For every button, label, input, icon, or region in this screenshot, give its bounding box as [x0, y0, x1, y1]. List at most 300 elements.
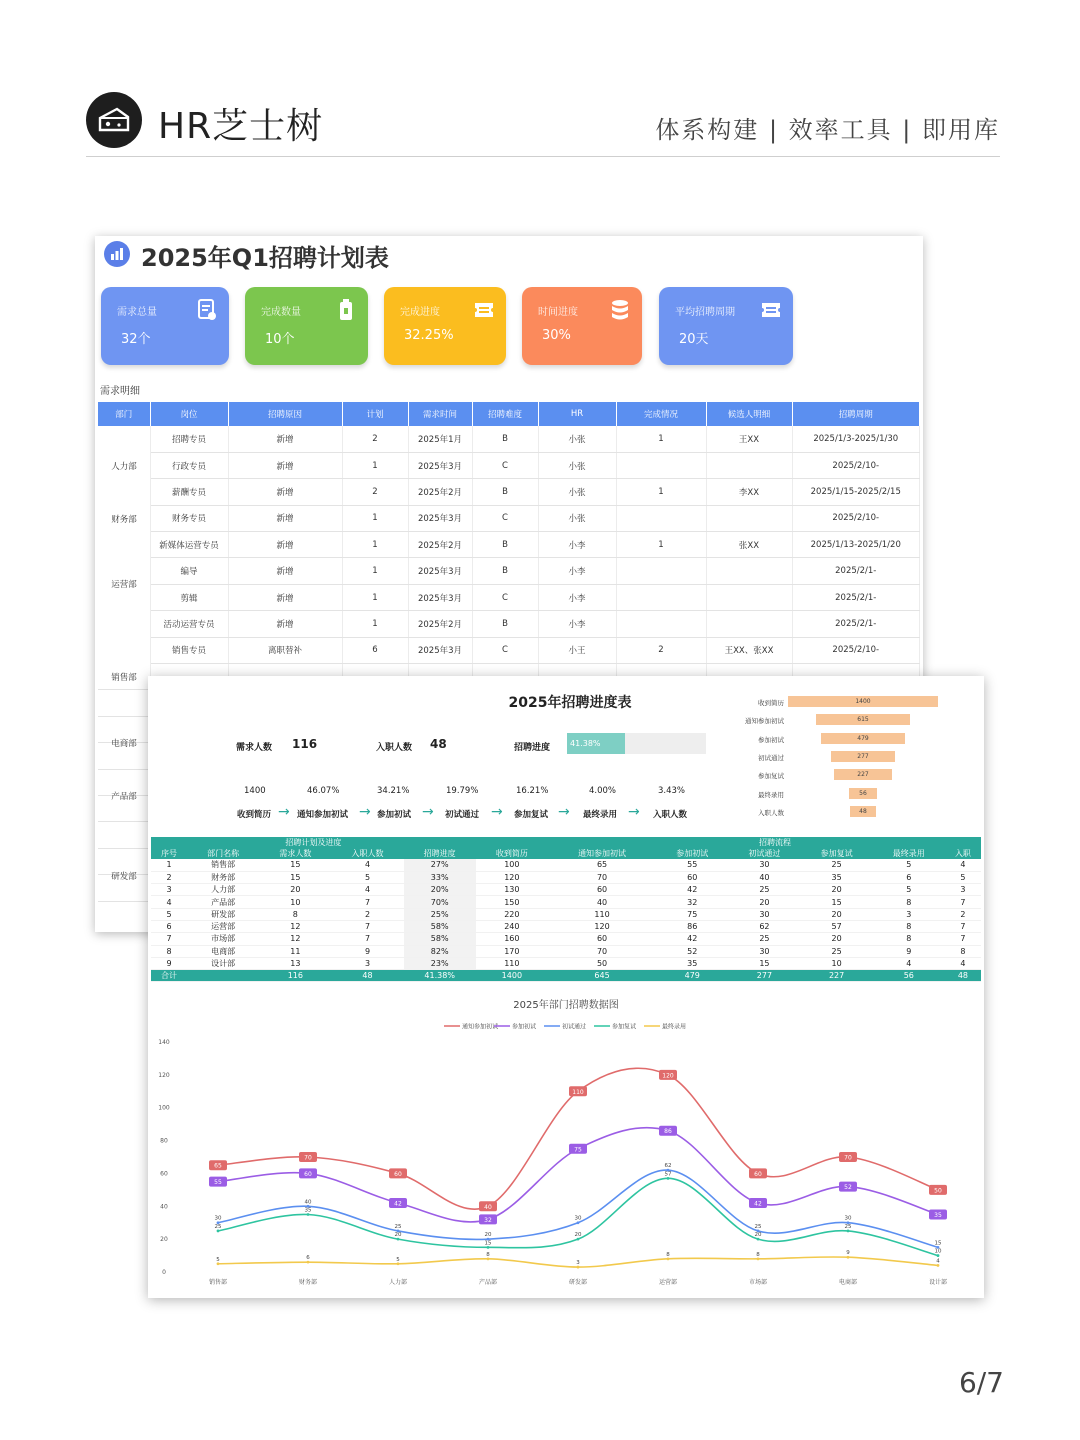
table-cell[interactable] — [706, 611, 792, 637]
table-cell[interactable]: 25% — [404, 908, 476, 920]
table-cell[interactable]: 120 — [548, 920, 656, 932]
x-tick-label: 电商部 — [838, 1279, 858, 1286]
table-cell[interactable]: 70 — [548, 945, 656, 957]
table-cell[interactable]: 新增 — [228, 558, 342, 584]
table-cell[interactable]: 1 — [342, 505, 408, 531]
table-cell[interactable]: 小张 — [538, 505, 616, 531]
column-header[interactable]: 初试通过 — [728, 848, 800, 859]
table-cell[interactable]: 30 — [728, 859, 800, 871]
funnel-label: 入职人数 — [758, 808, 784, 817]
table-cell[interactable]: 2025/2/1- — [792, 611, 920, 637]
table-cell[interactable]: 离职替补 — [228, 637, 342, 663]
table-cell[interactable]: 33% — [404, 871, 476, 883]
x-tick-label: 研发部 — [568, 1279, 588, 1286]
table-cell[interactable]: 1 — [342, 584, 408, 610]
dept-cell — [98, 479, 150, 505]
department-label: 产品部 — [111, 792, 137, 802]
column-header[interactable]: 最终录用 — [873, 848, 945, 859]
table-cell[interactable]: 15 — [259, 871, 331, 883]
table-cell[interactable]: 3 — [331, 957, 403, 969]
table-cell[interactable]: 25 — [728, 933, 800, 945]
table-cell[interactable]: 150 — [476, 896, 548, 908]
table-cell[interactable]: 2 — [342, 426, 408, 452]
table-cell[interactable]: 9 — [151, 957, 187, 969]
column-header[interactable]: 计划 — [342, 402, 408, 426]
data-label: 8 — [486, 1251, 490, 1258]
table-cell[interactable]: 新增 — [228, 505, 342, 531]
table-cell[interactable]: 王XX、张XX — [706, 637, 792, 663]
kpi-value: 32个 — [121, 332, 151, 347]
dept-cell — [98, 426, 150, 452]
table-cell[interactable]: 7 — [945, 896, 981, 908]
table-cell[interactable]: 4 — [331, 859, 403, 871]
table-cell[interactable]: 设计部 — [187, 957, 259, 969]
table-cell[interactable]: B — [472, 532, 538, 558]
table-cell[interactable]: 86 — [656, 920, 728, 932]
table-cell[interactable]: 60 — [656, 871, 728, 883]
data-label: 42 — [754, 1200, 762, 1208]
table-cell[interactable]: 58% — [404, 933, 476, 945]
funnel-label: 参加初试 — [758, 735, 784, 744]
table-cell[interactable]: 3 — [151, 884, 187, 896]
empty-cell — [98, 690, 150, 716]
table-cell[interactable]: 55 — [656, 859, 728, 871]
table-cell[interactable]: 240 — [476, 920, 548, 932]
table-cell[interactable]: 4 — [945, 957, 981, 969]
data-label: 86 — [664, 1128, 672, 1136]
y-tick-label: 80 — [160, 1137, 168, 1145]
data-label: 20 — [574, 1232, 582, 1239]
ticket-icon — [761, 299, 781, 321]
total-cell: 116 — [259, 970, 331, 982]
column-header[interactable]: 部门名称 — [187, 848, 259, 859]
table-cell[interactable]: 产品部 — [187, 896, 259, 908]
table-cell[interactable]: 张XX — [706, 532, 792, 558]
table-cell[interactable]: 5 — [873, 859, 945, 871]
data-point — [667, 1177, 670, 1180]
table-row — [98, 505, 920, 531]
table-cell[interactable]: 30 — [728, 908, 800, 920]
table-cell[interactable]: 8 — [873, 896, 945, 908]
table-cell[interactable]: 7 — [331, 896, 403, 908]
table-cell[interactable]: 120 — [476, 871, 548, 883]
table-cell[interactable]: 2 — [945, 908, 981, 920]
data-label: 15 — [484, 1240, 492, 1247]
table-cell[interactable]: 1 — [342, 558, 408, 584]
progress-bar — [567, 733, 706, 754]
table-cell[interactable]: 5 — [945, 871, 981, 883]
table-cell[interactable]: 剪辑 — [150, 584, 228, 610]
table-cell[interactable]: 7 — [331, 920, 403, 932]
column-header[interactable]: 需求时间 — [408, 402, 472, 426]
table-cell[interactable]: 6 — [342, 637, 408, 663]
table-cell[interactable]: 42 — [656, 933, 728, 945]
table-cell[interactable]: 2025/1/13-2025/1/20 — [792, 532, 920, 558]
data-label: 9 — [846, 1250, 850, 1257]
table-cell[interactable]: 2 — [616, 637, 706, 663]
table-cell[interactable]: 58% — [404, 920, 476, 932]
table-cell[interactable]: 2025/2/10- — [792, 452, 920, 478]
table-cell[interactable]: 人力部 — [187, 884, 259, 896]
table-cell[interactable]: 7 — [151, 933, 187, 945]
data-point — [847, 1230, 850, 1233]
table-cell[interactable]: C — [472, 584, 538, 610]
empty-cell — [98, 822, 150, 848]
column-header[interactable]: 招聘原因 — [228, 402, 342, 426]
table-cell[interactable]: 小王 — [538, 637, 616, 663]
table-cell[interactable]: 13 — [259, 957, 331, 969]
table-cell[interactable]: 王XX — [706, 426, 792, 452]
table-cell[interactable]: 60 — [548, 884, 656, 896]
table-cell[interactable]: 新增 — [228, 452, 342, 478]
department-label: 财务部 — [111, 515, 137, 525]
table-cell[interactable]: C — [472, 505, 538, 531]
table-cell[interactable]: 70% — [404, 896, 476, 908]
table-cell[interactable] — [706, 505, 792, 531]
table-cell[interactable]: 2025年2月 — [408, 611, 472, 637]
table-cell[interactable]: 65 — [548, 859, 656, 871]
table-cell[interactable]: 2025/1/3-2025/1/30 — [792, 426, 920, 452]
table-cell[interactable]: 销售专员 — [150, 637, 228, 663]
table-cell[interactable]: 6 — [873, 871, 945, 883]
table-cell[interactable]: 小李 — [538, 558, 616, 584]
y-tick-label: 0 — [162, 1269, 166, 1276]
stage-label: 参加初试 — [377, 810, 412, 820]
table-cell[interactable]: 100 — [476, 859, 548, 871]
column-header[interactable]: 入职 — [945, 848, 981, 859]
table-cell[interactable]: 2025/2/10- — [792, 637, 920, 663]
header-divider — [86, 156, 1000, 157]
table-cell[interactable]: 27% — [404, 859, 476, 871]
table-cell[interactable]: 11 — [259, 945, 331, 957]
column-header[interactable]: 收到简历 — [476, 848, 548, 859]
table-cell[interactable]: 编导 — [150, 558, 228, 584]
table-cell[interactable]: 30 — [728, 945, 800, 957]
kpi-card — [522, 287, 642, 365]
table-cell[interactable]: 2025年3月 — [408, 584, 472, 610]
department-label: 销售部 — [111, 673, 137, 683]
data-label: 35 — [934, 1212, 942, 1219]
column-header[interactable]: 通知参加初试 — [548, 848, 656, 859]
table-cell[interactable]: 110 — [548, 908, 656, 920]
column-header[interactable]: 候选人明细 — [706, 402, 792, 426]
table-cell[interactable]: 1 — [616, 479, 706, 505]
table-cell[interactable]: 10 — [801, 957, 873, 969]
table-cell[interactable]: 研发部 — [187, 908, 259, 920]
table-cell[interactable]: 5 — [151, 908, 187, 920]
column-header[interactable]: 招聘难度 — [472, 402, 538, 426]
table-cell[interactable]: 财务部 — [187, 871, 259, 883]
table-cell[interactable]: 1 — [616, 426, 706, 452]
table-cell[interactable]: 20% — [404, 884, 476, 896]
table-cell[interactable] — [616, 505, 706, 531]
table-cell[interactable]: 8 — [151, 945, 187, 957]
data-label: 35 — [304, 1207, 312, 1214]
table-cell[interactable]: 8 — [259, 908, 331, 920]
column-header[interactable]: 岗位 — [150, 402, 228, 426]
table-row — [98, 558, 920, 584]
conversion-rate: 4.00% — [589, 786, 617, 796]
table-cell[interactable]: 小张 — [538, 479, 616, 505]
table-cell[interactable]: 9 — [331, 945, 403, 957]
funnel-bar: 615 — [816, 714, 910, 725]
table-cell[interactable]: 小张 — [538, 426, 616, 452]
table-cell[interactable]: 15 — [259, 859, 331, 871]
table-cell[interactable] — [616, 584, 706, 610]
table-cell[interactable]: 行政专员 — [150, 452, 228, 478]
arrow-right-icon: → — [628, 804, 640, 820]
x-tick-label: 销售部 — [208, 1279, 228, 1286]
table-cell[interactable]: 20 — [259, 884, 331, 896]
legend-label: 通知参加初试 — [462, 1023, 499, 1031]
table-cell[interactable]: 1 — [342, 532, 408, 558]
data-label: 25 — [754, 1223, 762, 1230]
data-point — [937, 1254, 940, 1257]
conversion-rate: 46.07% — [307, 786, 340, 796]
data-point — [397, 1238, 400, 1241]
kpi-value: 32.25% — [404, 328, 454, 343]
table-cell[interactable]: 新增 — [228, 532, 342, 558]
table-cell[interactable]: B — [472, 426, 538, 452]
table-cell[interactable]: 2 — [331, 908, 403, 920]
table-cell[interactable]: 110 — [476, 957, 548, 969]
table-cell[interactable]: B — [472, 611, 538, 637]
table-cell[interactable]: 6 — [151, 920, 187, 932]
table-cell[interactable]: 10 — [259, 896, 331, 908]
table-cell[interactable]: 新媒体运营专员 — [150, 532, 228, 558]
table-cell[interactable]: 新增 — [228, 426, 342, 452]
table-cell[interactable]: 销售部 — [187, 859, 259, 871]
table-cell[interactable]: 15 — [728, 957, 800, 969]
table-cell[interactable]: 35 — [656, 957, 728, 969]
table-cell[interactable]: 2025年3月 — [408, 452, 472, 478]
table-cell[interactable]: 2025年1月 — [408, 426, 472, 452]
table-cell[interactable]: 130 — [476, 884, 548, 896]
total-cell: 合计 — [151, 970, 187, 982]
table-cell[interactable]: 新增 — [228, 611, 342, 637]
table-cell[interactable]: 20 — [728, 896, 800, 908]
data-label: 70 — [304, 1154, 312, 1162]
table-cell[interactable]: 20 — [801, 884, 873, 896]
table-cell[interactable]: 新增 — [228, 584, 342, 610]
x-tick-label: 设计部 — [928, 1279, 948, 1286]
table-cell[interactable]: 75 — [656, 908, 728, 920]
column-header[interactable]: 部门 — [98, 402, 150, 426]
table-cell[interactable]: 9 — [873, 945, 945, 957]
funnel-label: 参加复试 — [758, 772, 784, 781]
table-cell[interactable]: 57 — [801, 920, 873, 932]
table-cell[interactable]: 2025年3月 — [408, 558, 472, 584]
table-cell[interactable]: 新增 — [228, 479, 342, 505]
table-cell[interactable]: 40 — [548, 896, 656, 908]
table-cell[interactable]: 50 — [548, 957, 656, 969]
total-cell: 227 — [801, 970, 873, 982]
table-cell[interactable]: 小李 — [538, 584, 616, 610]
table-cell[interactable]: 40 — [728, 871, 800, 883]
data-point — [757, 1257, 760, 1260]
table-cell[interactable] — [706, 452, 792, 478]
table-cell[interactable]: 70 — [548, 871, 656, 883]
group-header: 招聘计划及进度 — [151, 837, 476, 848]
table-cell[interactable]: 1 — [342, 452, 408, 478]
funnel-label: 最终录用 — [758, 790, 784, 799]
table-cell[interactable]: 15 — [801, 896, 873, 908]
table-cell[interactable]: 220 — [476, 908, 548, 920]
table-cell[interactable]: 2025年3月 — [408, 637, 472, 663]
table-cell[interactable]: 4 — [945, 859, 981, 871]
table-cell[interactable]: 7 — [945, 920, 981, 932]
x-tick-label: 运营部 — [658, 1279, 678, 1286]
table-cell[interactable]: 4 — [873, 957, 945, 969]
table-cell[interactable]: 42 — [656, 884, 728, 896]
total-cell: 277 — [728, 970, 800, 982]
arrow-right-icon: → — [359, 804, 371, 820]
data-point — [757, 1238, 760, 1241]
column-header[interactable]: 招聘周期 — [792, 402, 920, 426]
table-cell[interactable]: 小李 — [538, 611, 616, 637]
progress-label: 招聘进度 — [514, 743, 551, 753]
legend-label: 参加复试 — [612, 1023, 637, 1031]
sheet-title: 2025年Q1招聘计划表 — [141, 244, 389, 272]
table-cell[interactable]: 4 — [151, 896, 187, 908]
table-cell[interactable]: 7 — [331, 933, 403, 945]
table-cell[interactable]: 4 — [331, 884, 403, 896]
table-cell[interactable]: 25 — [728, 884, 800, 896]
table-row — [151, 871, 981, 883]
table-cell[interactable] — [616, 452, 706, 478]
conversion-rate: 16.21% — [516, 786, 549, 796]
table-cell[interactable]: 32 — [656, 896, 728, 908]
column-header[interactable]: 完成情况 — [616, 402, 706, 426]
funnel-label: 收到简历 — [758, 699, 784, 707]
column-header[interactable]: 参加初试 — [656, 848, 728, 859]
table-cell[interactable]: 62 — [728, 920, 800, 932]
table-cell[interactable]: 2025年3月 — [408, 505, 472, 531]
table-cell[interactable]: 25 — [801, 859, 873, 871]
table-cell[interactable]: 市场部 — [187, 933, 259, 945]
table-cell[interactable]: 1 — [151, 859, 187, 871]
table-cell[interactable]: 8 — [945, 945, 981, 957]
data-label: 25 — [214, 1223, 222, 1230]
table-cell[interactable]: 170 — [476, 945, 548, 957]
table-cell[interactable]: 8 — [873, 933, 945, 945]
data-label: 5 — [216, 1256, 220, 1263]
total-cell: 1400 — [476, 970, 548, 982]
progress-fill: 41.38% — [567, 733, 625, 754]
table-cell[interactable]: 12 — [259, 920, 331, 932]
data-label: 10 — [934, 1248, 942, 1255]
table-cell[interactable]: 52 — [656, 945, 728, 957]
table-cell[interactable]: 小李 — [538, 532, 616, 558]
table-cell[interactable]: 23% — [404, 957, 476, 969]
data-label: 20 — [394, 1232, 402, 1239]
table-cell[interactable]: 2025/1/15-2025/2/15 — [792, 479, 920, 505]
column-header[interactable]: 需求人数 — [259, 848, 331, 859]
table-cell[interactable]: 5 — [331, 871, 403, 883]
table-cell[interactable]: 3 — [873, 908, 945, 920]
table-cell[interactable]: 20 — [801, 908, 873, 920]
x-tick-label: 产品部 — [478, 1279, 498, 1286]
column-header[interactable]: 入职人数 — [331, 848, 403, 859]
table-cell[interactable]: 1 — [342, 611, 408, 637]
table-cell[interactable] — [616, 558, 706, 584]
table-cell[interactable]: 1 — [616, 532, 706, 558]
table-cell[interactable]: 运营部 — [187, 920, 259, 932]
table-cell[interactable]: 2025/2/1- — [792, 584, 920, 610]
table-cell[interactable]: 7 — [945, 933, 981, 945]
table-cell[interactable]: C — [472, 452, 538, 478]
table-cell[interactable]: 8 — [873, 920, 945, 932]
table-cell[interactable] — [706, 584, 792, 610]
table-row — [98, 637, 920, 663]
table-row — [151, 908, 981, 920]
table-cell[interactable]: B — [472, 558, 538, 584]
funnel-bar: 48 — [850, 806, 876, 817]
total-cell — [187, 970, 259, 982]
table-cell[interactable]: 电商部 — [187, 945, 259, 957]
table-cell[interactable]: 2025年2月 — [408, 532, 472, 558]
table-cell[interactable]: 2 — [342, 479, 408, 505]
header-tagline: 体系构建 | 效率工具 | 即用库 — [655, 116, 1000, 144]
data-point — [487, 1246, 490, 1249]
table-cell[interactable]: 20 — [801, 933, 873, 945]
total-row — [151, 970, 981, 982]
data-label: 15 — [934, 1240, 942, 1247]
table-cell[interactable]: 2 — [151, 871, 187, 883]
table-row — [151, 933, 981, 945]
data-label: 120 — [662, 1072, 674, 1080]
table-cell[interactable]: 35 — [801, 871, 873, 883]
table-cell[interactable]: 2025年2月 — [408, 479, 472, 505]
department-line-chart — [148, 992, 984, 1298]
table-cell[interactable]: 薪酬专员 — [150, 479, 228, 505]
data-label: 30 — [574, 1215, 582, 1222]
table-cell[interactable]: 李XX — [706, 479, 792, 505]
table-cell[interactable] — [706, 558, 792, 584]
table-cell[interactable]: 25 — [801, 945, 873, 957]
table-cell[interactable]: 82% — [404, 945, 476, 957]
conversion-rate: 19.79% — [446, 786, 479, 796]
series-line — [218, 1128, 938, 1222]
table-cell[interactable]: 小张 — [538, 452, 616, 478]
table-cell[interactable]: 60 — [548, 933, 656, 945]
table-cell[interactable]: 2025/2/10- — [792, 505, 920, 531]
y-tick-label: 100 — [158, 1104, 170, 1112]
table-cell[interactable]: 财务专员 — [150, 505, 228, 531]
table-cell[interactable]: 5 — [873, 884, 945, 896]
table-cell[interactable]: B — [472, 479, 538, 505]
table-cell[interactable]: 12 — [259, 933, 331, 945]
table-cell[interactable]: 招聘专员 — [150, 426, 228, 452]
table-cell[interactable]: 160 — [476, 933, 548, 945]
data-point — [667, 1257, 670, 1260]
column-header[interactable]: 参加复试 — [801, 848, 873, 859]
table-cell[interactable]: C — [472, 637, 538, 663]
table-group-header — [151, 837, 981, 848]
table-cell[interactable]: 3 — [945, 884, 981, 896]
table-cell[interactable]: 2025/2/1- — [792, 558, 920, 584]
data-label: 6 — [306, 1255, 310, 1262]
table-cell[interactable]: 活动运营专员 — [150, 611, 228, 637]
department-progress-table — [151, 837, 981, 982]
department-label: 运营部 — [111, 580, 137, 590]
data-label: 50 — [934, 1187, 942, 1195]
column-header[interactable]: HR — [538, 402, 616, 426]
column-header[interactable]: 序号 — [151, 848, 187, 859]
data-label: 30 — [214, 1215, 222, 1222]
table-cell[interactable] — [616, 611, 706, 637]
column-header[interactable]: 招聘进度 — [404, 848, 476, 859]
